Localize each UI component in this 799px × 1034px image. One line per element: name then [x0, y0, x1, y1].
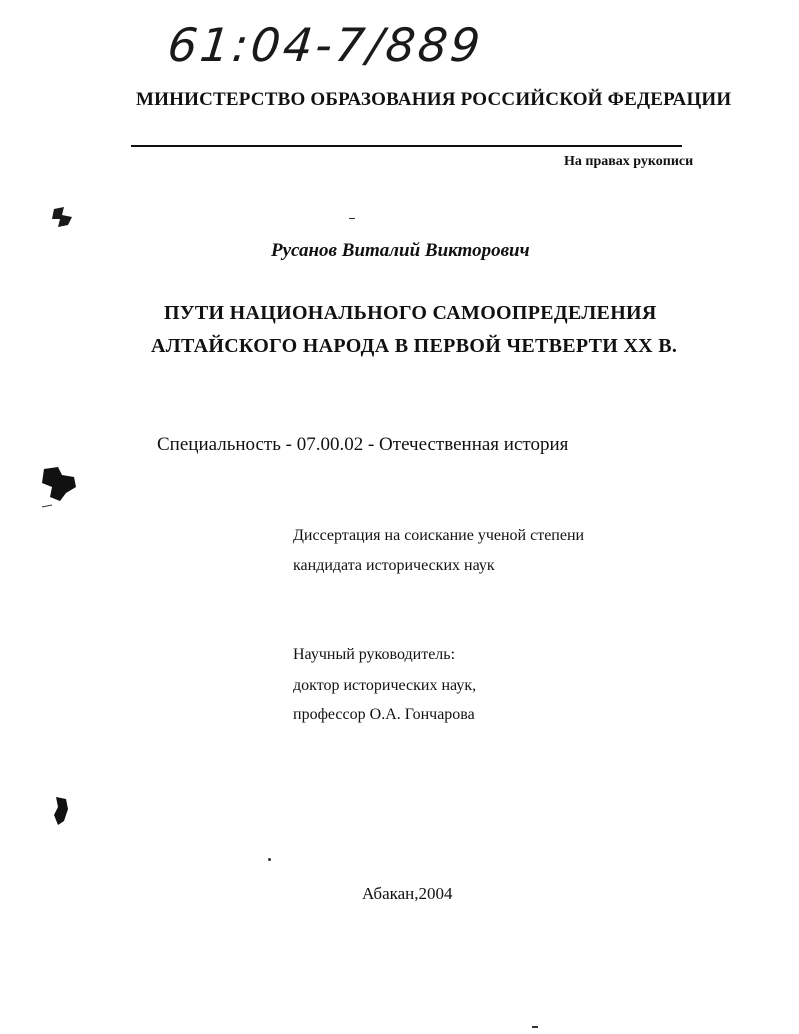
- scan-speck: [268, 858, 271, 861]
- scan-blot-top: [50, 205, 76, 231]
- scan-blot-middle: [40, 465, 80, 509]
- place-and-year: Абакан,2004: [362, 884, 453, 903]
- author-name: Русанов Виталий Викторович: [271, 240, 530, 261]
- dissertation-title-line-2: АЛТАЙСКОГО НАРОДА В ПЕРВОЙ ЧЕТВЕРТИ XX В.: [151, 335, 678, 357]
- scan-speck: [349, 218, 355, 219]
- scan-blot-bottom: [50, 795, 74, 829]
- header-divider: [131, 145, 682, 147]
- supervisor-label: Научный руководитель:: [293, 646, 456, 663]
- handwritten-archive-code: 61:04-7/889: [165, 18, 486, 72]
- rights-note: На правах рукописи: [564, 154, 694, 169]
- dissertation-title-line-1: ПУТИ НАЦИОНАЛЬНОГО САМООПРЕДЕЛЕНИЯ: [164, 302, 657, 324]
- degree-line-1: Диссертация на соискание ученой степени: [293, 527, 585, 544]
- supervisor-name: профессор О.А. Гончарова: [293, 706, 475, 723]
- specialty-line: Специальность - 07.00.02 - Отечественная история: [157, 434, 569, 455]
- scan-speck: [532, 1026, 538, 1028]
- supervisor-degree: доктор исторических наук,: [293, 677, 477, 694]
- degree-line-2: кандидата исторических наук: [293, 557, 495, 574]
- ministry-heading: МИНИСТЕРСТВО ОБРАЗОВАНИЯ РОССИЙСКОЙ ФЕДЕРАЦИИ: [136, 89, 732, 110]
